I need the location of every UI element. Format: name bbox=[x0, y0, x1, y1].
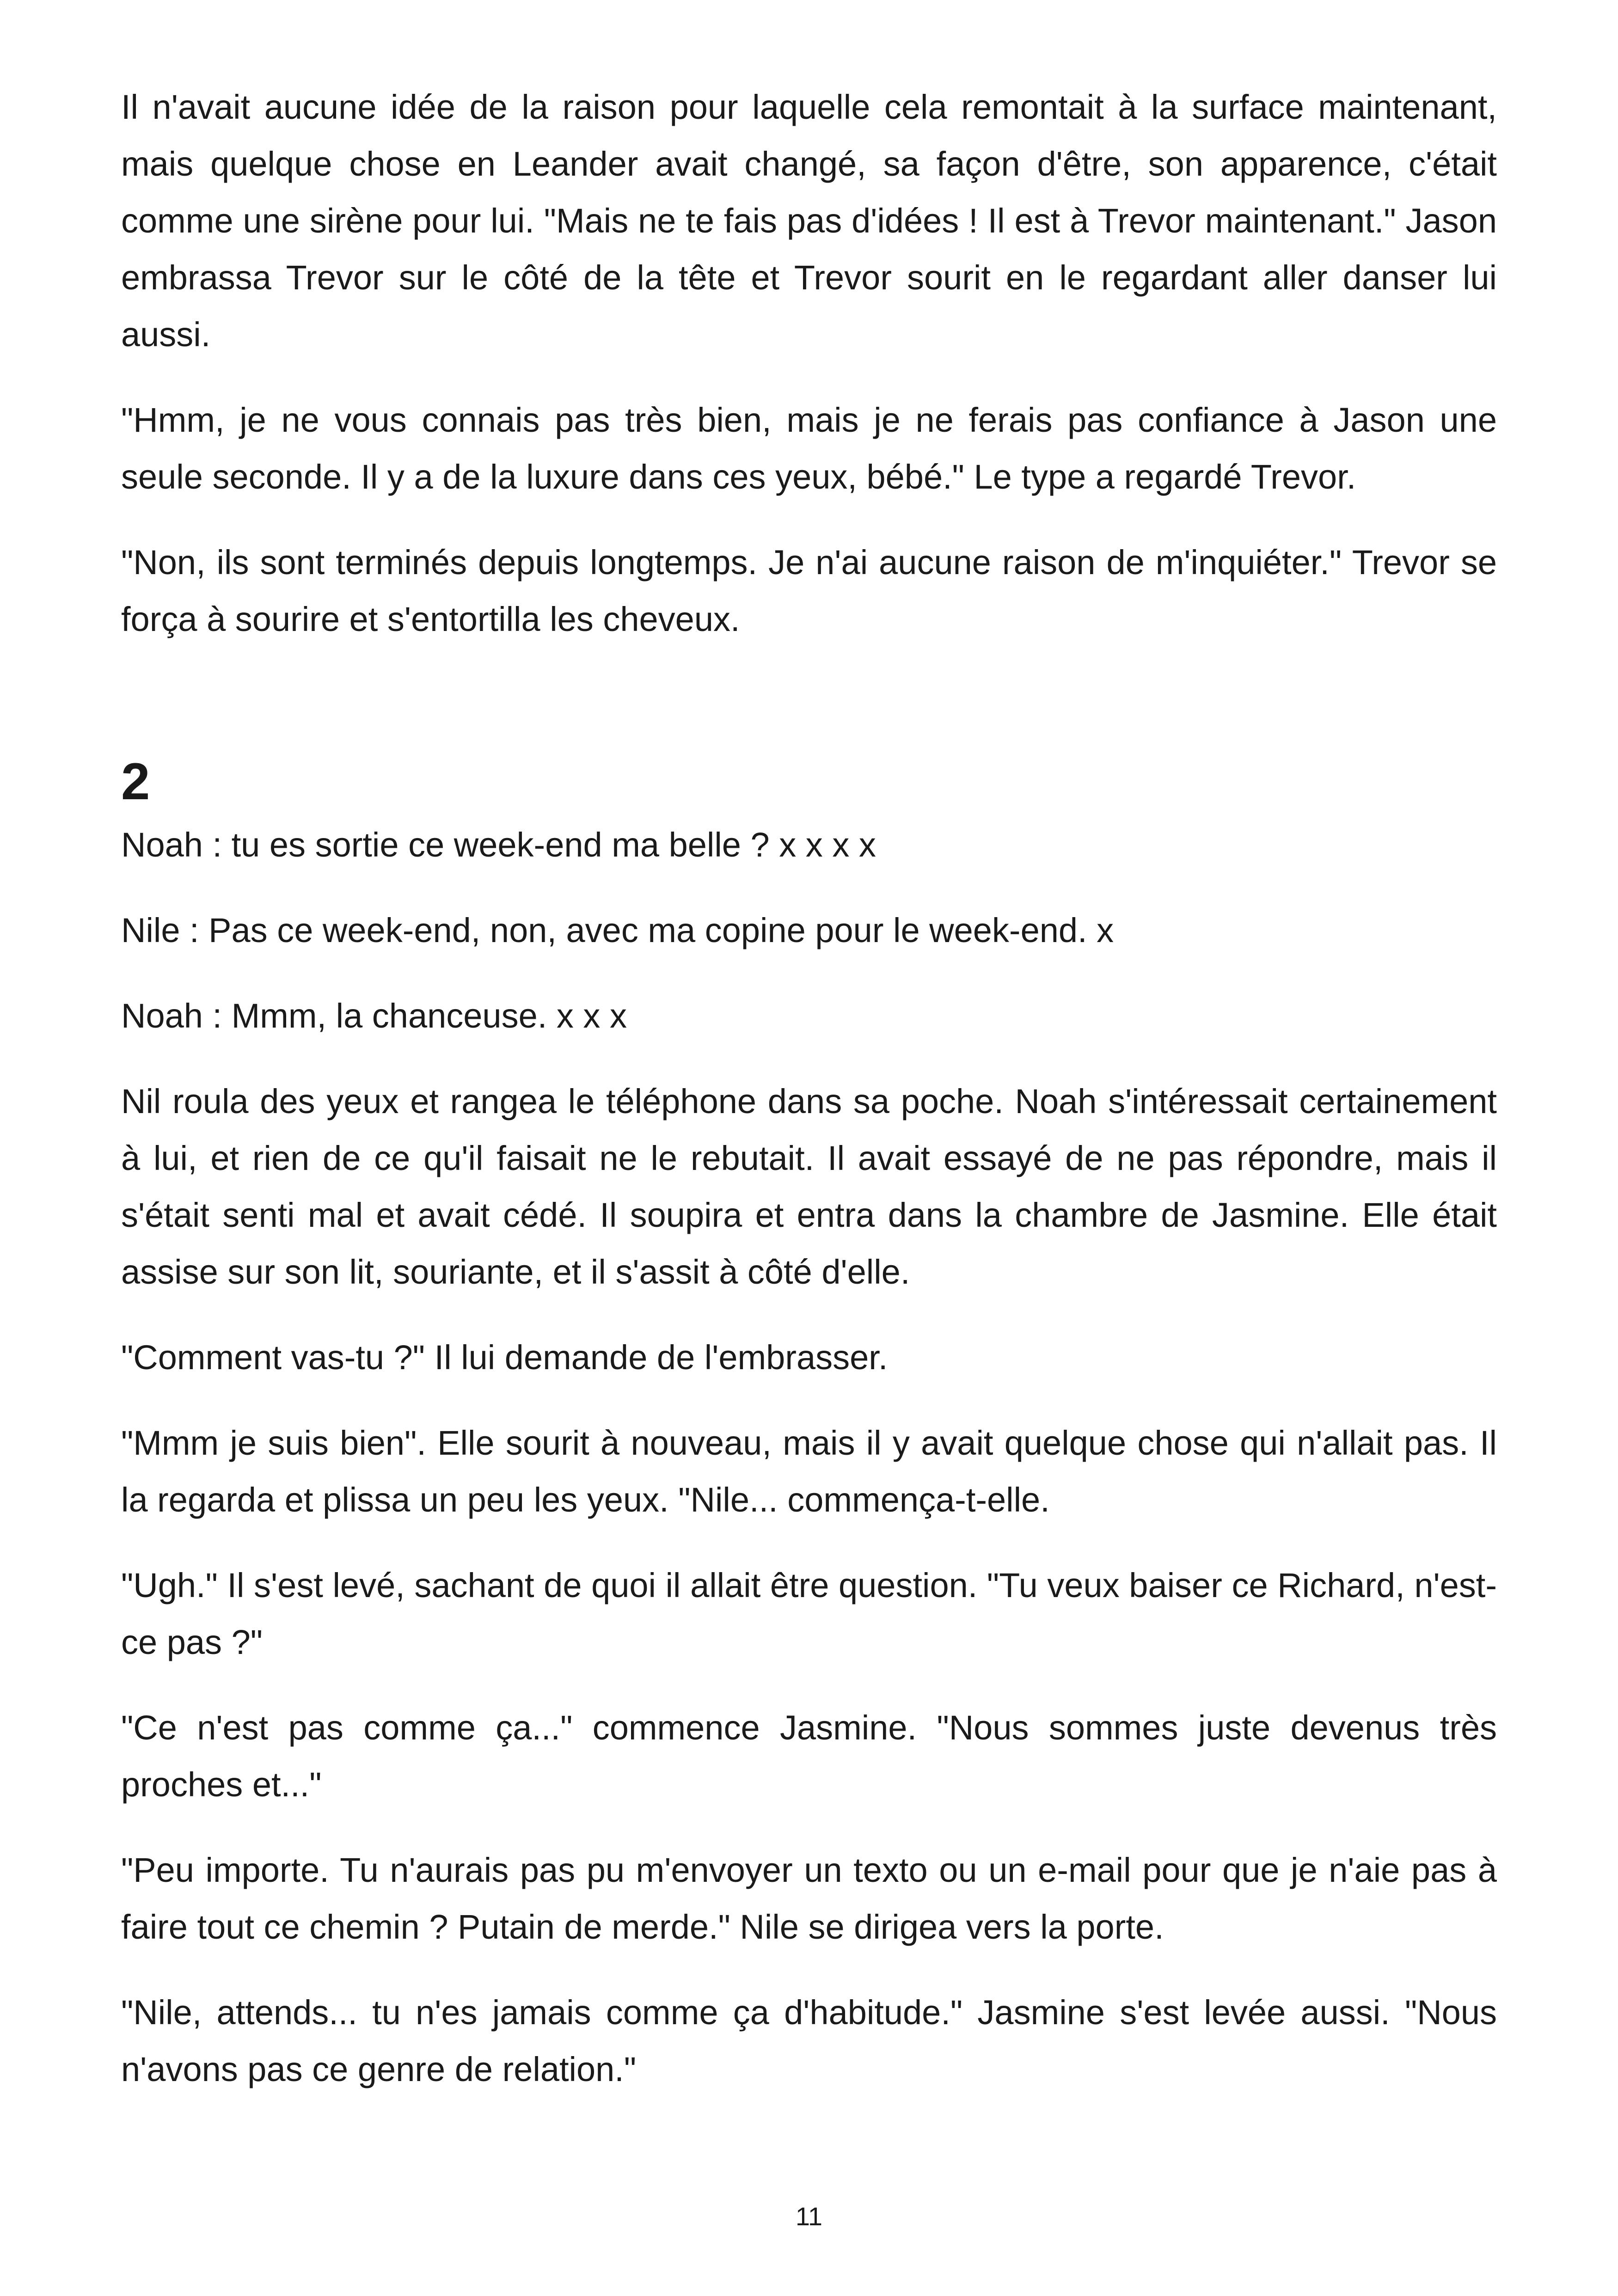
chat-line: Noah : tu es sortie ce week-end ma belle ? x x x x bbox=[121, 826, 876, 864]
paragraph: "Ce n'est pas comme ça..." commence Jasmine. "Nous sommes juste devenus très proches et..." bbox=[121, 1708, 1497, 1804]
paragraph: Il n'avait aucune idée de la raison pour laquelle cela remontait à la surface maintenant, mais quelque chose en Leander avait changé, sa façon d'être, son apparence, c'était comme une sirène pour lui. "Mais ne te fais pas d'idées ! Il est à Trevor maintenant." Jason embrassa Trevor sur le côté de la tête et Trevor sourit en le regardant aller danser lui aussi. bbox=[121, 88, 1497, 354]
paragraph: "Peu importe. Tu n'aurais pas pu m'envoyer un texto ou un e-mail pour que je n'aie pas à faire tout ce chemin ? Putain de merde." Nile se dirigea vers la porte. bbox=[121, 1851, 1497, 1946]
paragraph: "Comment vas-tu ?" Il lui demande de l'embrasser. bbox=[121, 1338, 888, 1377]
paragraph: "Non, ils sont terminés depuis longtemps. Je n'ai aucune raison de m'inquiéter." Trevor se força à sourire et s'entortilla les cheveux. bbox=[121, 543, 1497, 638]
paragraph: "Nile, attends... tu n'es jamais comme ça d'habitude." Jasmine s'est levée aussi. "Nous n'avons pas ce genre de relation." bbox=[121, 1993, 1497, 2088]
page-number: 11 bbox=[795, 2202, 823, 2231]
paragraph: "Hmm, je ne vous connais pas très bien, mais je ne ferais pas confiance à Jason une seule seconde. Il y a de la luxure dans ces yeux, bébé." Le type a regardé Trevor. bbox=[121, 401, 1497, 496]
chat-line: Nile : Pas ce week-end, non, avec ma copine pour le week-end. x bbox=[121, 911, 1114, 949]
paragraph: "Mmm je suis bien". Elle sourit à nouveau, mais il y avait quelque chose qui n'allait pas. Il la regarda et plissa un peu les yeux. "Nile... commença-t-elle. bbox=[121, 1424, 1497, 1519]
page-body bbox=[121, 79, 1497, 2126]
paragraph: Nil roula des yeux et rangea le téléphone dans sa poche. Noah s'intéressait certainement à lui, et rien de ce qu'il faisait ne le rebutait. Il avait essayé de ne pas répondre, mais il s'était senti mal et avait cédé. Il soupira et entra dans la chambre de Jasmine. Elle était assise sur son lit, souriante, et il s'assit à côté d'elle. bbox=[121, 1082, 1497, 1291]
paragraph: "Ugh." Il s'est levé, sachant de quoi il allait être question. "Tu veux baiser ce Richard, n'est-ce pas ?" bbox=[121, 1566, 1497, 1661]
chapter-heading: 2 bbox=[121, 753, 150, 810]
chat-line: Noah : Mmm, la chanceuse. x x x bbox=[121, 997, 627, 1035]
